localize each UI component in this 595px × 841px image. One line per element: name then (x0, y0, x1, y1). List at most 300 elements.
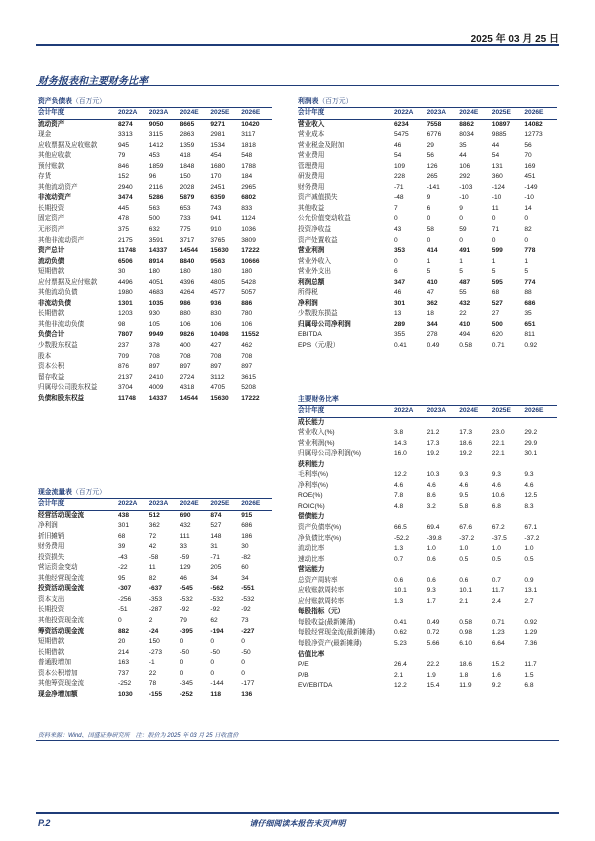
cell-value: 3115 (148, 131, 163, 139)
cell-value: -227 (241, 627, 255, 635)
cell-value: 6 (426, 204, 431, 212)
cell-value: 0 (524, 236, 529, 244)
row-label: EPS（元/股） (298, 342, 340, 350)
cell-value: 1534 (210, 141, 226, 149)
cell-value: 14337 (148, 247, 168, 255)
row-label: 其他收益 (298, 204, 325, 212)
row-label: 毛利率(%) (298, 471, 329, 479)
table-row (38, 141, 272, 152)
cell-value: 4.8 (394, 502, 404, 510)
cell-value (492, 512, 525, 523)
report-date: 2025 年 03 月 25 日 (470, 34, 559, 45)
cell-value: 2.1 (394, 671, 404, 679)
cell-value: 7 (394, 204, 398, 212)
cell-value: 0 (210, 669, 215, 677)
cell-value: 8862 (459, 120, 474, 128)
cell-value: 5879 (179, 194, 195, 202)
table-row (298, 330, 557, 341)
cell-value: -37.5 (491, 534, 507, 542)
cell-value: 163 (118, 659, 130, 667)
cell-value: 4051 (148, 278, 164, 286)
table-row (298, 523, 557, 534)
cash-flow-table (38, 499, 272, 700)
cell-value: 4.6 (524, 481, 534, 489)
column-header-year: 2023A (149, 108, 180, 119)
table-row (298, 417, 557, 428)
row-label: 少数股东权益 (38, 342, 78, 350)
table-row (298, 586, 557, 597)
cell-value: 453 (148, 152, 160, 160)
cell-value: 2940 (118, 183, 133, 191)
cell-value: 11.9 (459, 682, 472, 690)
row-label: 存货 (38, 173, 52, 181)
row-label: 营业费用 (298, 152, 325, 160)
cell-value: 9050 (148, 120, 164, 128)
cell-value: -1 (148, 659, 155, 667)
row-label: 资产总计 (38, 247, 65, 255)
cell-value: 1301 (118, 299, 133, 307)
financial-ratios-title (298, 394, 557, 406)
cell-value: -50 (241, 648, 251, 656)
cell-value: -92 (179, 606, 190, 614)
row-label: 投资损失 (38, 553, 65, 561)
cell-value: 1.0 (459, 545, 469, 553)
cell-value: 941 (210, 215, 222, 223)
cell-value: -149 (524, 183, 538, 191)
cell-value: 237 (118, 342, 130, 350)
table-row (298, 257, 557, 268)
row-label: 归属母公司股东权益 (38, 384, 98, 392)
balance-sheet-table (38, 108, 272, 404)
cell-value: -345 (179, 680, 193, 688)
cell-value: 0 (210, 659, 215, 667)
cell-value: 12.5 (524, 492, 538, 500)
cell-value: 427 (210, 342, 222, 350)
cell-value: 9563 (210, 257, 226, 265)
cell-value: -39.8 (426, 534, 442, 542)
row-label: 偿债能力 (298, 513, 325, 521)
table-row (298, 534, 557, 545)
cell-value: -551 (241, 585, 255, 593)
cell-value: 82 (148, 574, 157, 582)
cell-value: 653 (179, 204, 191, 212)
table-row (38, 510, 272, 521)
cell-value: 34 (241, 574, 249, 582)
cell-value: 1980 (118, 289, 133, 297)
cell-value: 8.3 (524, 502, 534, 510)
cell-value: 5 (524, 268, 529, 276)
column-header-label: 会计年度 (38, 499, 118, 510)
cell-value: 5428 (241, 278, 256, 286)
cell-value: 10.1 (394, 587, 407, 595)
cell-value: -144 (210, 680, 224, 688)
cell-value: -48 (394, 194, 404, 202)
cell-value: 9 (426, 194, 431, 202)
cell-value: 7.36 (524, 640, 538, 648)
row-label: 公允价值变动收益 (298, 215, 351, 223)
cell-value: 67.6 (459, 524, 473, 532)
cell-value: 0.41 (394, 618, 407, 626)
cell-value: 98 (118, 320, 126, 328)
income-statement-title (298, 96, 557, 108)
cell-value: 686 (524, 299, 536, 307)
table-header-row (298, 108, 557, 119)
balance-sheet-unit: （百万元） (71, 98, 106, 105)
table-header-row (38, 108, 272, 119)
cell-value: 68 (118, 532, 126, 540)
income-statement-title-text: 利润表 (298, 98, 319, 105)
cell-value: -256 (118, 595, 132, 603)
cell-value: 478 (118, 215, 130, 223)
cell-value: 23.0 (491, 429, 505, 437)
row-label: 流动负债 (38, 257, 65, 265)
cash-flow-unit: （百万元） (71, 489, 106, 496)
cell-value: -194 (210, 627, 224, 635)
cell-value: 362 (148, 522, 160, 530)
cell-value: 180 (179, 268, 191, 276)
table-row (298, 628, 557, 639)
cell-value: 15.4 (426, 682, 440, 690)
table-row (38, 288, 272, 299)
row-label: EV/EBITDA (298, 682, 333, 690)
cell-value: 15630 (210, 394, 229, 402)
cell-value: 67.1 (524, 524, 538, 532)
cell-value: 500 (148, 215, 160, 223)
cell-value: 95 (118, 574, 126, 582)
cell-value: 184 (241, 173, 253, 181)
table-row (38, 373, 272, 384)
cell-value: 527 (210, 522, 222, 530)
cell-value: 292 (459, 173, 471, 181)
cell-value: 6506 (118, 257, 133, 265)
row-label: 应收票据及应收账款 (38, 141, 98, 149)
row-label: 少数股东损益 (298, 310, 338, 318)
cell-value: 512 (148, 511, 160, 519)
cell-value: 8274 (118, 120, 133, 128)
cell-value: 0 (179, 669, 184, 677)
cell-value: 13 (394, 310, 402, 318)
cell-value: 29.2 (524, 429, 538, 437)
column-header-year: 2025E (492, 406, 525, 417)
cell-value: 1.0 (426, 545, 436, 553)
cell-value: 43 (394, 226, 402, 234)
column-header-year: 2023A (427, 406, 460, 417)
cell-value: 6776 (426, 131, 442, 139)
cell-value: 2965 (241, 183, 256, 191)
cell-value: 9.2 (491, 682, 501, 690)
cell-value (524, 512, 557, 523)
cell-value: -10 (459, 194, 469, 202)
row-label: 资本公积 (38, 363, 65, 371)
cell-value: 106 (241, 320, 253, 328)
cell-value: 1.8 (459, 671, 469, 679)
cell-value: 743 (210, 204, 222, 212)
cell-value: 59 (459, 226, 467, 234)
cell-value: 72 (148, 532, 157, 540)
cell-value: 882 (118, 627, 130, 635)
row-label: 其他投资现金流 (38, 617, 85, 625)
cell-value: 0 (426, 236, 431, 244)
cell-value: 1788 (241, 162, 256, 170)
column-header-year: 2022A (118, 108, 149, 119)
row-label: 营业利润(%) (298, 439, 335, 447)
cell-value: 432 (179, 522, 191, 530)
cell-value: 4577 (210, 289, 226, 297)
cell-value: 301 (394, 299, 406, 307)
cell-value (394, 650, 427, 661)
row-label: 其他非流动负债 (38, 320, 85, 328)
cell-value: -287 (148, 606, 162, 614)
cell-value: 16.0 (394, 450, 407, 458)
cell-value: 690 (179, 511, 191, 519)
row-label: 归属母公司净利润(%) (298, 450, 362, 458)
cell-value: 0.92 (524, 618, 538, 626)
table-row (298, 246, 557, 257)
table-row (298, 512, 557, 523)
income-statement-table (298, 108, 557, 352)
cell-value: 14544 (179, 247, 198, 255)
cell-value: 9.3 (426, 587, 436, 595)
cell-value: -177 (241, 680, 255, 688)
table-row (38, 236, 272, 247)
table-row (298, 660, 557, 671)
cell-value: 1.23 (491, 629, 505, 637)
cell-value: 1 (459, 257, 463, 265)
cell-value: 778 (524, 247, 536, 255)
cell-value: 2116 (148, 183, 163, 191)
cell-value: 34 (210, 574, 218, 582)
table-row (38, 352, 272, 363)
cell-value: 9.5 (459, 492, 469, 500)
cell-value (394, 417, 427, 428)
cell-value: 414 (426, 247, 438, 255)
table-row (38, 267, 272, 278)
cell-value: 9.3 (491, 471, 501, 479)
table-header-row (298, 406, 557, 417)
cell-value: 19.2 (459, 450, 473, 458)
cell-value: 9885 (491, 131, 507, 139)
cell-value: 936 (210, 299, 222, 307)
cell-value: 150 (148, 638, 160, 646)
cell-value: 378 (148, 342, 160, 350)
column-header-label: 会计年度 (38, 108, 118, 119)
cell-value (427, 650, 460, 661)
cell-value: 6802 (241, 194, 256, 202)
table-row (38, 605, 272, 616)
cell-value: 5475 (394, 131, 409, 139)
table-row (38, 341, 272, 352)
table-row (298, 555, 557, 566)
row-label: 长期投资 (38, 204, 65, 212)
section-title: 财务报表和主要财务比率 (38, 76, 148, 87)
cell-value: -52.2 (394, 534, 410, 542)
cell-value: -103 (459, 183, 473, 191)
cell-value: 111 (179, 532, 190, 540)
cell-value: 0.7 (394, 555, 404, 563)
table-row (298, 236, 557, 247)
row-label: 总资产周转率 (298, 576, 338, 584)
cell-value: 17.3 (426, 439, 440, 447)
cell-value (394, 607, 427, 618)
cell-value: 47 (426, 289, 434, 297)
table-row (298, 650, 557, 661)
cell-value: 1.9 (426, 671, 436, 679)
cell-value: 774 (524, 278, 536, 286)
cell-value: 708 (148, 352, 160, 360)
row-label: 财务费用 (298, 183, 325, 191)
cell-value: 265 (426, 173, 438, 181)
cell-value: 11 (491, 204, 499, 212)
cell-value: 737 (118, 669, 130, 677)
table-row (38, 151, 272, 162)
cell-value: 3704 (118, 384, 133, 392)
table-row (38, 532, 272, 543)
cell-value: 44 (459, 152, 467, 160)
cell-value: 9.3 (459, 471, 469, 479)
page-number: P.2 (38, 818, 51, 828)
cell-value: 0 (459, 236, 463, 244)
cell-value: 0 (179, 638, 184, 646)
cell-value: 22.2 (426, 661, 440, 669)
cell-value: 5.66 (426, 640, 440, 648)
cell-value: 494 (459, 331, 471, 339)
row-label: 营业税金及附加 (298, 141, 345, 149)
table-row (298, 214, 557, 225)
column-header-label: 会计年度 (298, 406, 394, 417)
cell-value: 0 (118, 617, 122, 625)
cell-value: 105 (148, 320, 160, 328)
cell-value: 15630 (210, 247, 229, 255)
table-row (298, 607, 557, 618)
table-row (298, 565, 557, 576)
column-header-year: 2024E (180, 499, 211, 510)
cell-value: -307 (118, 585, 132, 593)
cell-value: 4.6 (459, 481, 469, 489)
cell-value: 3615 (241, 373, 256, 381)
table-row (38, 362, 272, 373)
table-row (38, 574, 272, 585)
row-label: 资本公积增加 (38, 669, 78, 677)
table-row (38, 225, 272, 236)
cell-value: 1680 (210, 162, 226, 170)
cell-value: -532 (179, 595, 193, 603)
cell-value: 22.1 (491, 450, 505, 458)
cell-value: 3117 (241, 131, 256, 139)
cell-value: 1.29 (524, 629, 538, 637)
cell-value: 1818 (241, 141, 256, 149)
cell-value: 66.5 (394, 524, 407, 532)
cell-value: 9826 (179, 331, 195, 339)
cell-value: 686 (241, 522, 253, 530)
cell-value: 2863 (179, 131, 195, 139)
cell-value: 0.5 (524, 555, 534, 563)
cell-value: 4.6 (394, 481, 404, 489)
table-row (38, 214, 272, 225)
cell-value: 3717 (179, 236, 195, 244)
cell-value: 0 (241, 638, 245, 646)
cell-value: 1 (491, 257, 496, 265)
table-row (298, 502, 557, 513)
cell-value: 136 (241, 690, 253, 698)
cell-value: 0.58 (459, 618, 473, 626)
cell-value: 410 (426, 278, 438, 286)
cell-value: 22.1 (491, 439, 505, 447)
table-row (38, 542, 272, 553)
table-row (298, 481, 557, 492)
cell-value: 1036 (241, 226, 256, 234)
cell-value: 5.8 (459, 502, 469, 510)
cell-value: 35 (459, 141, 467, 149)
row-label: 负债合计 (38, 331, 65, 339)
table-row (38, 616, 272, 627)
row-label: 营业收入(%) (298, 429, 335, 437)
row-label: 每股收益(最新摊薄) (298, 618, 356, 626)
row-label: 短期借款 (38, 638, 65, 646)
cell-value: 0 (241, 659, 245, 667)
row-label: 负债和股东权益 (38, 394, 85, 402)
table-row (38, 383, 272, 394)
cell-value: 375 (118, 226, 130, 234)
cell-value: 0 (491, 236, 496, 244)
cell-value: 880 (179, 310, 191, 318)
table-row (38, 162, 272, 173)
table-row (298, 449, 557, 460)
cell-value: 6.64 (491, 640, 505, 648)
cell-value (492, 607, 525, 618)
row-label: 每股净资产(最新摊薄) (298, 640, 362, 648)
table-row (38, 130, 272, 141)
cell-value: -562 (210, 585, 224, 593)
cell-value: 1.0 (524, 545, 534, 553)
table-row (298, 151, 557, 162)
cell-value: 2410 (148, 373, 164, 381)
cell-value: 55 (459, 289, 467, 297)
table-row (298, 428, 557, 439)
cell-value: 7.8 (394, 492, 404, 500)
cell-value: 0.71 (491, 342, 505, 350)
cell-value: -10 (524, 194, 534, 202)
cell-value: 18 (426, 310, 434, 318)
cell-value: -124 (491, 183, 505, 191)
cell-value: 26.4 (394, 661, 407, 669)
cell-value: 0.92 (524, 342, 538, 350)
cell-value: -252 (118, 680, 132, 688)
cell-value: 14544 (179, 394, 198, 402)
table-row (298, 172, 557, 183)
cell-value: 897 (241, 363, 253, 371)
cell-value: 986 (179, 299, 191, 307)
cell-value: -51 (118, 606, 128, 614)
cell-value: 0.49 (426, 342, 440, 350)
cell-value: 1 (426, 257, 431, 265)
row-label: 资产减值损失 (298, 194, 338, 202)
cell-value: 4009 (148, 384, 164, 392)
cell-value: 11748 (118, 394, 136, 402)
cell-value: 0 (459, 215, 463, 223)
row-label: 折旧摊销 (38, 532, 65, 540)
table-row (298, 309, 557, 320)
row-label: 每股经营现金流(最新摊薄) (298, 629, 375, 637)
column-header-year: 2026E (241, 499, 272, 510)
income-statement-unit: （百万元） (318, 98, 353, 105)
cell-value: 30 (118, 268, 126, 276)
cell-value (394, 565, 427, 576)
row-label: 净负债比率(%) (298, 534, 342, 542)
cell-value: 1359 (179, 141, 195, 149)
table-row (38, 669, 272, 680)
row-label: 财务费用 (38, 543, 65, 551)
table-row (298, 130, 557, 141)
